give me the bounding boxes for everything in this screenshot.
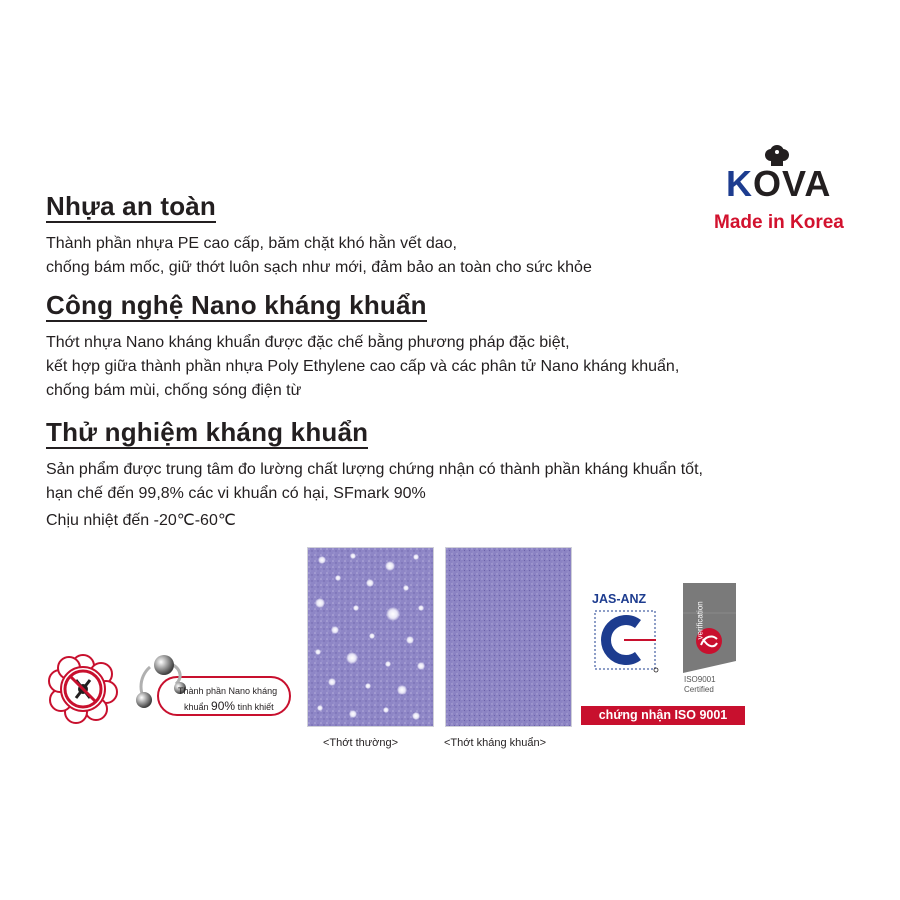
antibacterial-board-sample (445, 547, 572, 727)
section-heading-antibacterial-test: Thử nghiệm kháng khuẩn (46, 417, 369, 447)
made-in-korea-tagline: Made in Korea (714, 212, 844, 233)
clean-surface-image (446, 548, 571, 726)
nano-badge-line2 (184, 699, 274, 713)
section-text-line: Thớt nhựa Nano kháng khuẩn được đặc chế bằng phương pháp đặc biệt, (46, 334, 570, 351)
bacteria-spots-image (308, 548, 433, 726)
nano-purity-badge (128, 652, 293, 722)
section-text-line: Sản phẩm được trung tâm đo lường chất lượng chứng nhận có thành phần kháng khuẩn tốt, (46, 461, 703, 478)
section-text-line: hạn chế đến 99,8% các vi khuẩn có hại, SFmark 90% (46, 485, 426, 502)
jas-anz-certification (588, 592, 666, 680)
verification-label: verification (695, 601, 705, 640)
iso-label-line2: Certified (684, 685, 714, 694)
nano-badge-line1: Thành phần Nano kháng (178, 686, 278, 696)
section-heading-safe-plastic: Nhựa an toàn (46, 191, 217, 221)
regular-board-sample (307, 547, 434, 727)
section-text-line: Thành phần nhựa PE cao cấp, băm chặt khó hằn vết dao, (46, 235, 457, 252)
logo-wordmark: KOVA (726, 163, 832, 204)
verification-shield-icon (683, 583, 736, 673)
antibacterial-board-caption: <Thớt kháng khuẩn> (444, 737, 547, 749)
nano-badge-percent: 90% (211, 699, 236, 713)
jas-anz-label: JAS-ANZ (592, 592, 647, 606)
nano-badge-line2-pre: khuẩn (184, 702, 212, 712)
nano-badge-line2-post: tinh khiết (235, 702, 274, 712)
jas-anz-mark-icon (594, 610, 660, 676)
brand-logo (714, 138, 872, 238)
iso-label-line1: ISO9001 (684, 675, 716, 684)
section-text-line: chống bám mùi, chống sóng điện từ (46, 382, 302, 399)
heat-resistance-text: Chịu nhiệt đến -20℃-60℃ (46, 512, 236, 529)
regular-board-caption: <Thớt thường> (323, 737, 398, 749)
iso-certification (682, 583, 742, 703)
section-heading-nano-technology: Công nghệ Nano kháng khuẩn (46, 290, 427, 320)
section-text-line: kết hợp giữa thành phần nhựa Poly Ethylene cao cấp và các phân tử Nano kháng khuẩn, (46, 358, 680, 375)
anti-bacteria-flower-icon (46, 652, 120, 726)
section-text-line: chống bám mốc, giữ thớt luôn sạch như mới, đảm bảo an toàn cho sức khỏe (46, 259, 592, 276)
iso-certified-bar: chứng nhận ISO 9001 (581, 706, 745, 725)
